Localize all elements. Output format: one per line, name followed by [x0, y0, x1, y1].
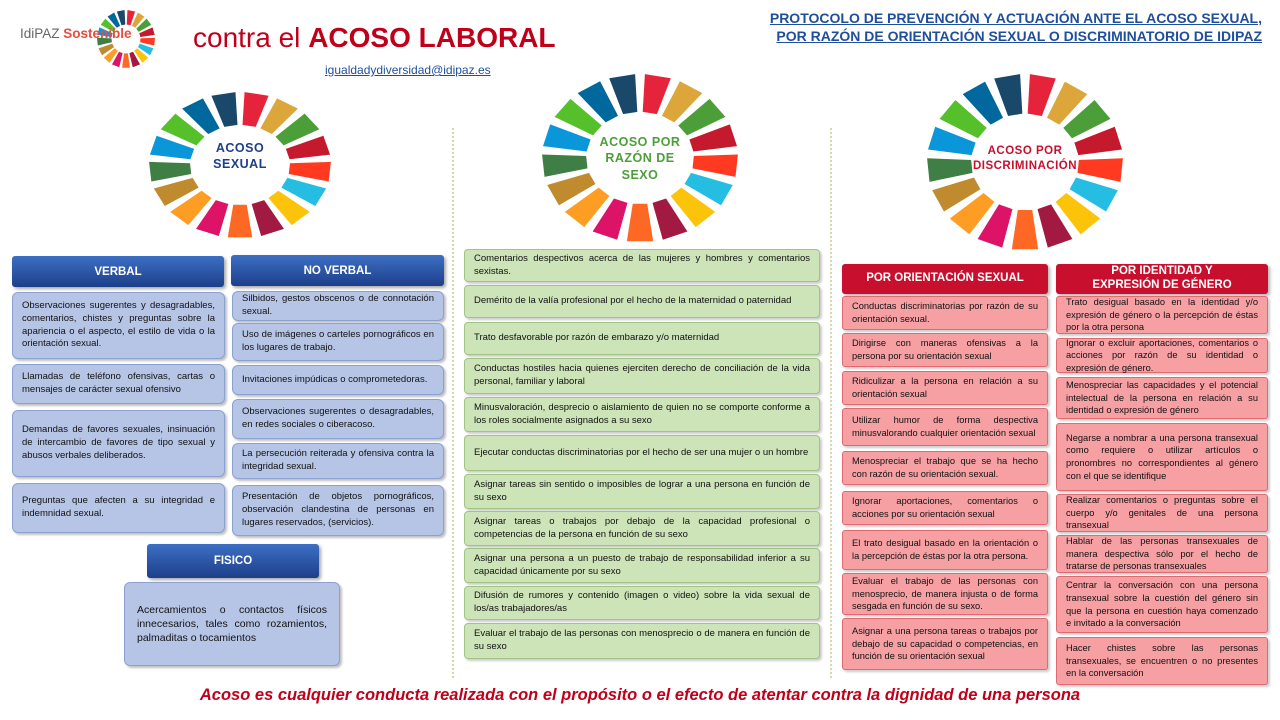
sexo-item: Trato desfavorable por razón de embarazo y/o maternidad	[464, 322, 820, 355]
orientacion-header: POR ORIENTACIÓN SEXUAL	[842, 264, 1048, 294]
idipaz-logo	[20, 26, 132, 41]
identidad-item: Ignorar o excluir aportaciones, comentarios o acciones por razón de su identidad o expresión de género.	[1056, 338, 1268, 373]
ring-label-acoso-sexual	[190, 140, 290, 173]
logo-part2: Sostenible	[63, 26, 132, 41]
sexo-item: Asignar tareas o trabajos por debajo de la capacidad profesional o competencias de la persona en función de su sexo	[464, 511, 820, 546]
ring-segment	[1012, 210, 1038, 249]
sexo-item: Evaluar el trabajo de las personas con menosprecio o de manera en función de su sexo	[464, 623, 820, 659]
column-divider-right	[830, 128, 832, 678]
ring1-line2: SEXUAL	[213, 157, 267, 172]
ring2-line2: RAZÓN DE	[605, 151, 675, 166]
ring3-line1: ACOSO POR	[987, 145, 1063, 157]
verbal-header: VERBAL	[12, 256, 224, 287]
column-divider-left	[452, 128, 454, 678]
identidad-item: Hablar de las personas transexuales de manera despectiva sólo por el hecho de tratarse de personas transexuales	[1056, 535, 1268, 573]
sexo-item: Minusvaloración, desprecio o aislamiento de quien no se comporte conforme a los roles socialmente asignados a su sexo	[464, 397, 820, 432]
no-verbal-item: Invitaciones impúdicas o comprometedoras.	[232, 365, 444, 395]
sexo-item: Asignar una persona a un puesto de trabajo de responsabilidad inferior a su capacidad únicamente por su sexo	[464, 548, 820, 583]
no-verbal-header: NO VERBAL	[231, 255, 444, 286]
verbal-item: Demandas de favores sexuales, insinuación de intercambio de favores de tipo sexual y abusos verbales deliberados.	[12, 410, 225, 477]
verbal-item: Preguntas que afecten a su integridad e indemnidad sexual.	[12, 483, 225, 533]
identidad-item: Realizar comentarios o preguntas sobre el cuerpo y/o genitales de una persona transexual	[1056, 494, 1268, 532]
orientacion-item: Utilizar humor de forma despectiva minusvalorando cualquier orientación sexual	[842, 408, 1048, 446]
orientacion-item: El trato desigual basado en la orientación o la percepción de éstas por la otra persona.	[842, 530, 1048, 570]
ring-segment	[149, 162, 191, 182]
identidad-item: Hacer chistes sobre las personas transexuales, se encuentren o no presentes en la conversación	[1056, 637, 1268, 685]
identidad-item: Negarse a nombrar a una persona transexual como requiere o utilizar artículos o pronombres no correspondientes al género con el que se identifique	[1056, 423, 1268, 491]
no-verbal-item: Presentación de objetos pornográficos, observación clandestina de personas en lugares reservados, (servicios).	[232, 485, 444, 536]
page-title	[193, 22, 556, 54]
identidad-item: Trato desigual basado en la identidad y/o expresión de género o la percepción de éstas por la otra persona	[1056, 296, 1268, 334]
no-verbal-item: La persecución reiterada y ofensiva contra la integridad sexual.	[232, 443, 444, 479]
title-prefix: contra el	[193, 22, 301, 53]
logo-part1: IdiPAZ	[20, 26, 60, 41]
protocol-title[interactable]	[662, 9, 1262, 46]
orientacion-item: Dirigirse con maneras ofensivas a la persona por su orientación sexual	[842, 333, 1048, 367]
ring1-line1: ACOSO	[215, 141, 265, 155]
sexo-item: Difusión de rumores y contenido (imagen o video) sobre la vida sexual de los/as trabajadores/as	[464, 586, 820, 620]
sexo-item: Demérito de la valía profesional por el hecho de la maternidad o paternidad	[464, 285, 820, 318]
fisico-header: FISICO	[147, 544, 319, 578]
footer-definition: Acoso es cualquier conducta realizada con el propósito o el efecto de atentar contra la dignidad de una persona	[199, 686, 1081, 704]
protocol-line2: POR RAZÓN DE ORIENTACIÓN SEXUAL O DISCRIMINATORIO DE IDIPAZ	[776, 28, 1262, 45]
protocol-line1: PROTOCOLO DE PREVENCIÓN Y ACTUACIÓN ANTE EL ACOSO SEXUAL,	[769, 10, 1262, 26]
fisico-item: Acercamientos o contactos físicos innecesarios, tales como rozamientos, palmaditas o tocamientos	[124, 582, 340, 666]
ring2-line3: SEXO	[621, 167, 659, 182]
ring-segment	[289, 162, 331, 182]
ring-segment	[627, 204, 653, 241]
orientacion-item: Evaluar el trabajo de las personas con menosprecio, de manera injusta o de forma sesgada en función de su sexo.	[842, 573, 1048, 615]
identidad-header-line2: EXPRESIÓN DE GÉNERO	[1092, 279, 1232, 291]
identidad-item: Centrar la conversación con una persona transexual sobre la cuestión del género sin que la persona en cuestión haya comenzado e invitado a la conversación	[1056, 576, 1268, 633]
ring-segment	[228, 205, 252, 238]
sexo-item: Conductas hostiles hacia quienes ejerciten derecho de conciliación de la vida personal, familiar y laboral	[464, 358, 820, 394]
identidad-header	[1056, 264, 1268, 294]
verbal-item: Observaciones sugerentes y desagradables, comentarios, chistes y preguntas sobre la apariencia o el aspecto, el estilo de vida o la orientación sexual.	[12, 292, 225, 359]
ring-label-discriminacion	[965, 144, 1085, 174]
ring2-line1: ACOSO POR	[599, 135, 681, 149]
ring-segment	[122, 53, 130, 67]
orientacion-item: Ridiculizar a la persona en relación a su orientación sexual	[842, 371, 1048, 405]
ring3-line2: DISCRIMINACIÓN	[972, 159, 1078, 172]
ring-segment	[542, 154, 587, 176]
no-verbal-item: Uso de imágenes o carteles pornográficos en los lugares de trabajo.	[232, 323, 444, 361]
identidad-item: Menospreciar las capacidades y el potencial intelectual de la persona en relación a su identidad o expresión de género	[1056, 377, 1268, 419]
orientacion-item: Menospreciar el trabajo que se ha hecho con razón de su orientación sexual.	[842, 451, 1048, 485]
no-verbal-item: Observaciones sugerentes o desagradables, en redes sociales o ciberacoso.	[232, 399, 444, 439]
title-main: ACOSO LABORAL	[308, 22, 556, 53]
identidad-header-line1: POR IDENTIDAD Y	[1111, 265, 1213, 278]
ring-segment	[693, 154, 738, 176]
orientacion-item: Conductas discriminatorias por razón de su orientación sexual.	[842, 296, 1048, 330]
sexo-item: Asignar tareas sin sentido o imposibles de lograr a una persona en función de su sexo	[464, 474, 820, 509]
orientacion-item: Ignorar aportaciones, comentarios o acciones por su orientación sexual	[842, 491, 1048, 525]
orientacion-item: Asignar a una persona tareas o trabajos por debajo de su capacidad o competencias, en función de su orientación sexual	[842, 618, 1048, 670]
email-link[interactable]: igualdadydiversidad@idipaz.es	[325, 63, 491, 77]
ring-segment	[140, 38, 155, 46]
ring-label-acoso-sexo	[585, 134, 695, 183]
sexo-item: Ejecutar conductas discriminatorias por el hecho de ser una mujer o un hombre	[464, 435, 820, 471]
verbal-item: Llamadas de teléfono ofensivas, cartas o mensajes de carácter sexual ofensivo	[12, 364, 225, 404]
sexo-item: Comentarios despectivos acerca de las mujeres y hombres y comentarios sexistas.	[464, 249, 820, 282]
no-verbal-item: Silbidos, gestos obscenos o de connotación sexual.	[232, 291, 444, 321]
